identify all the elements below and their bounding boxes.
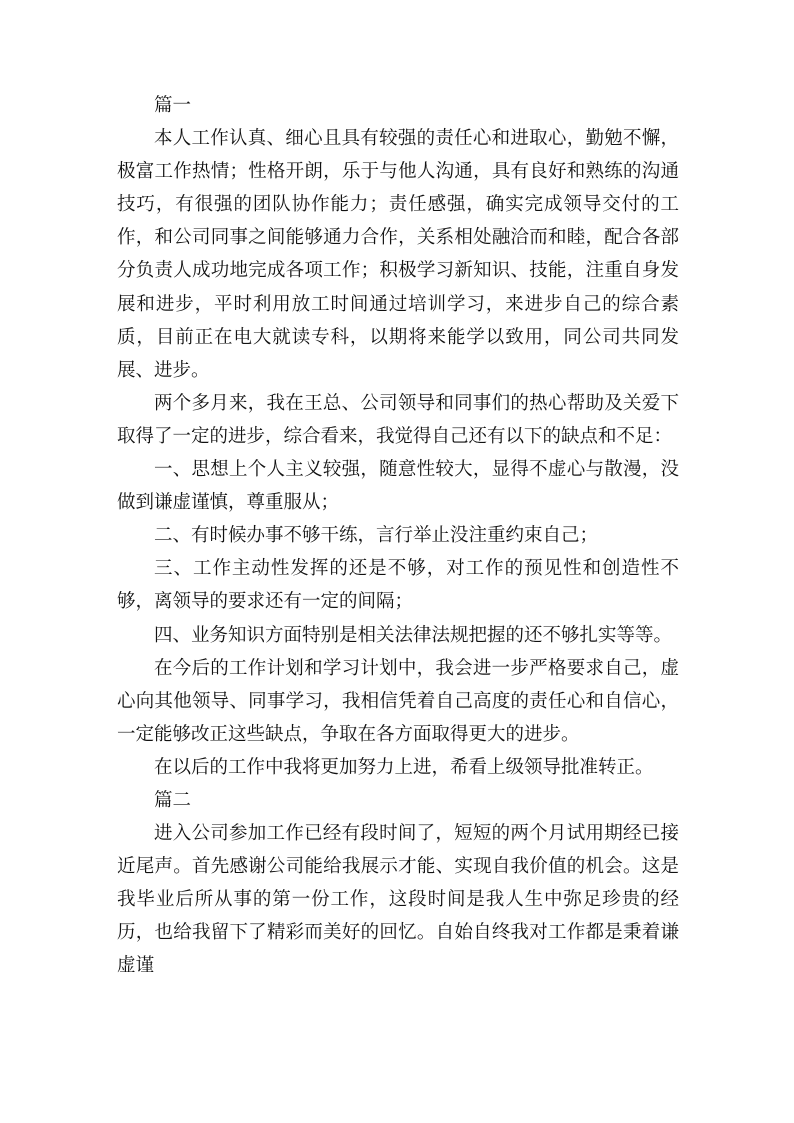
section-1-paragraph: 在今后的工作计划和学习计划中，我会进一步严格要求自己，虚心向其他领导、同事学习，我相信凭着自己高度的责任心和自信心，一定能够改正这些缺点，争取在各方面取得更大的进步。 bbox=[117, 657, 679, 745]
section-2-paragraph: 进入公司参加工作已经有段时间了，短短的两个月试用期经已接近尾声。首先感谢公司能给我展示才能、实现自我价值的机会。这是我毕业后所从事的第一份工作，这段时间是我人生中弥足珍贵的经历，也给我留下了精彩而美好的回忆。自始自终我对工作都是秉着谦虚谨 bbox=[117, 823, 679, 977]
section-1-paragraph: 两个多月来，我在王总、公司领导和同事们的热心帮助及关爱下取得了一定的进步，综合看来，我觉得自己还有以下的缺点和不足： bbox=[117, 392, 679, 447]
section-1-paragraph: 在以后的工作中我将更加努力上进，希看上级领导批准转正。 bbox=[154, 756, 654, 778]
section-1-paragraph: 本人工作认真、细心且具有较强的责任心和进取心，勤勉不懈，极富工作热情；性格开朗，乐于与他人沟通，具有良好和熟练的沟通技巧，有很强的团队协作能力；责任感强，确实完成领导交付的工作，和公司同事之间能够通力合作，关系相处融洽而和睦，配合各部分负责人成功地完成各项工作；积极学习新知识、技能，注重自身发展和进步，平时利用放工时间通过培训学习，来进步自己的综合素质，目前正在电大就读专科，以期将来能学以致用，同公司共同发展、进步。 bbox=[117, 128, 679, 381]
section-2-heading: 篇二 bbox=[154, 789, 192, 811]
section-1-list-item: 一、思想上个人主义较强，随意性较大，显得不虚心与散漫，没做到谦虚谨慎，尊重服从； bbox=[117, 459, 679, 514]
section-1-list-item: 三、工作主动性发挥的还是不够，对工作的预见性和创造性不够，离领导的要求还有一定的间隔； bbox=[117, 558, 679, 613]
section-1-list-item: 四、业务知识方面特别是相关法律法规把握的还不够扎实等等。 bbox=[154, 624, 673, 646]
section-1-heading: 篇一 bbox=[154, 95, 192, 116]
section-1-list-item: 二、有时候办事不够干练，言行举止没注重约束自己； bbox=[154, 525, 599, 547]
document-body bbox=[117, 89, 679, 983]
